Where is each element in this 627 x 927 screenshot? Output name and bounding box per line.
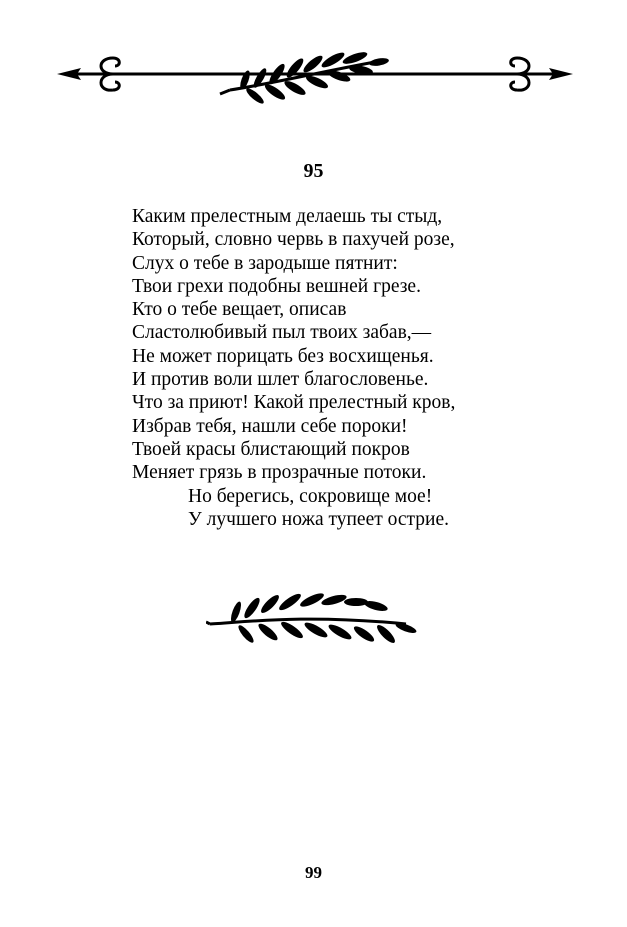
poem-line: Меняет грязь в прозрачные потоки. xyxy=(132,462,427,484)
poem-line: Твоей красы блистающий покров xyxy=(132,438,410,460)
poem-line: Сластолюбивый пыл твоих забав,— xyxy=(132,322,432,344)
poem-line: Кто о тебе вещает, описав xyxy=(132,299,347,321)
page-number: 99 xyxy=(305,863,322,882)
poem-line: Твои грехи подобны вешней грезе. xyxy=(132,275,421,297)
poem-couplet-line: Но берегись, сокровище мое! xyxy=(188,485,433,507)
sonnet-number: 95 xyxy=(303,160,324,182)
sonnet-text xyxy=(132,205,592,531)
poem-line: Избрав тебя, нашли себе пороки! xyxy=(132,415,408,437)
poem-line: Каким прелестным делаешь ты стыд, xyxy=(132,206,443,227)
poem-line: Который, словно червь в пахучей розе, xyxy=(132,229,455,251)
poem-line: Не может порицать без восхищенья. xyxy=(132,345,434,367)
poem-couplet-line: У лучшего ножа тупеет острие. xyxy=(188,508,450,530)
bottom-laurel-sprig-icon xyxy=(206,584,424,644)
top-laurel-ornament-icon xyxy=(55,50,575,110)
poem-line: Что за приют! Какой прелестный кров, xyxy=(132,392,456,414)
poem-line: Слух о тебе в зародыше пятнит: xyxy=(132,252,398,274)
poem-line: И против воли шлет благословенье. xyxy=(132,369,429,391)
